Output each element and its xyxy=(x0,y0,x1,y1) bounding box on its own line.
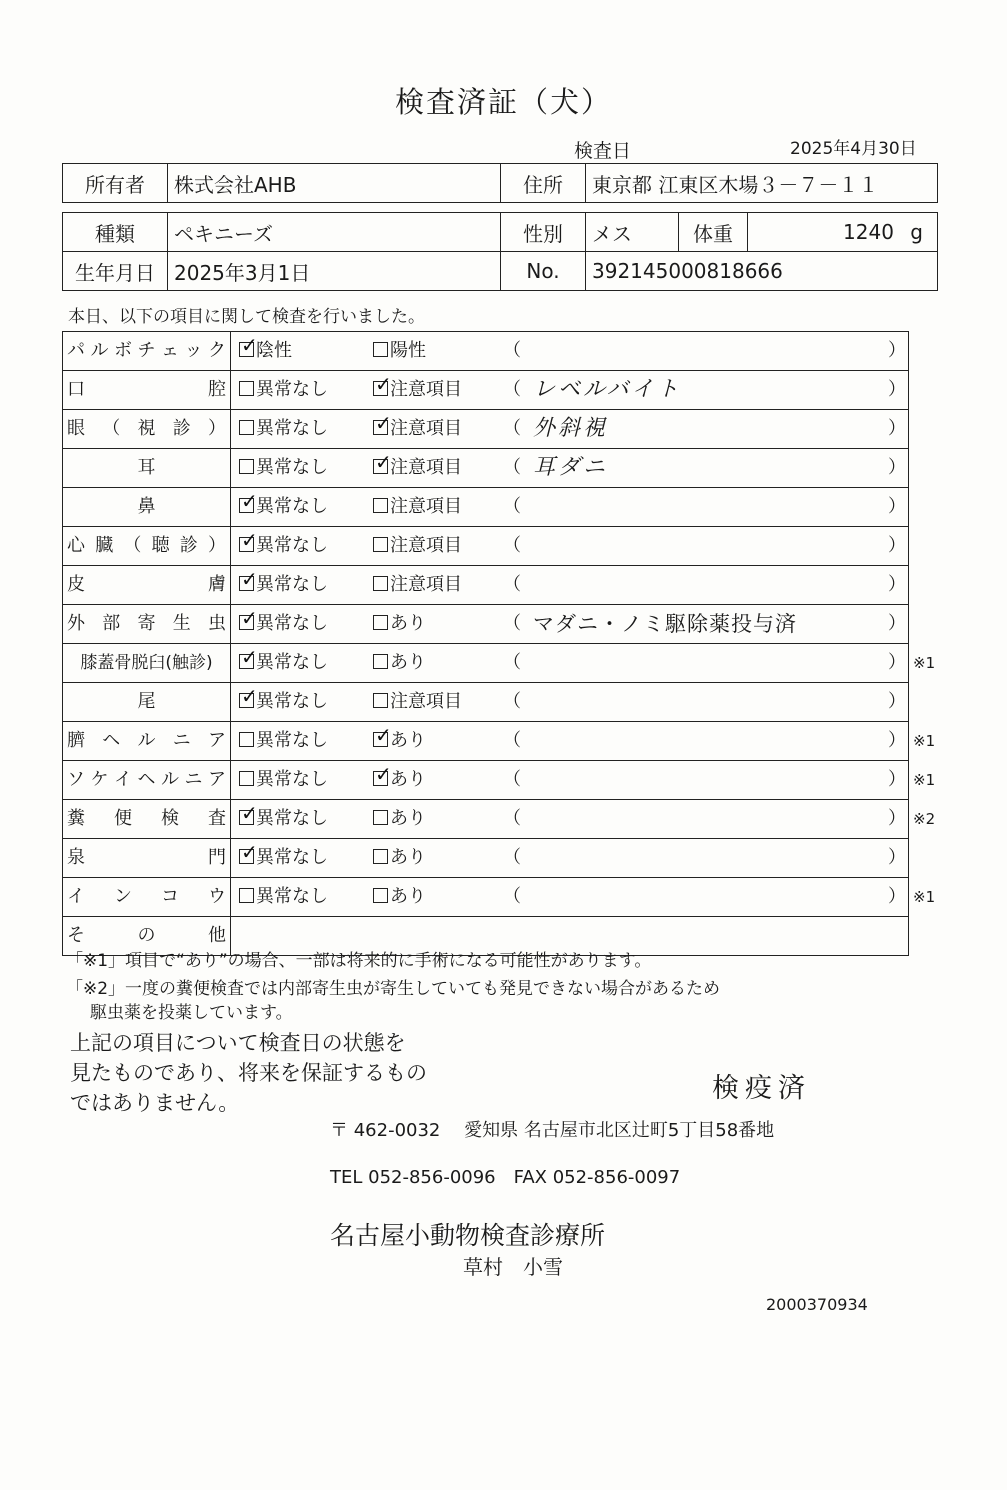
check-mark-icon: ✓ xyxy=(241,606,258,630)
option-label: 注意項目 xyxy=(390,457,462,478)
option-label: あり xyxy=(390,769,426,790)
disclaimer-line: 見たものであり、将来を保証するもの xyxy=(70,1061,427,1085)
item-name-char: 臓 xyxy=(95,535,114,556)
check-mark-icon: ✓ xyxy=(241,801,258,825)
option-label: 異常なし xyxy=(256,886,328,907)
checkbox-icon[interactable] xyxy=(239,381,254,396)
item-name-char: 口 xyxy=(67,379,85,400)
item-name-char: ア xyxy=(208,769,226,790)
footnote-ref: ※1 xyxy=(913,888,936,906)
item-name-char: ニ xyxy=(172,730,191,751)
item-name xyxy=(63,722,231,760)
item-name-char: 皮 xyxy=(67,574,85,595)
checklist-row xyxy=(63,371,908,410)
item-name xyxy=(63,371,231,409)
option-label: 異常なし xyxy=(256,691,328,712)
check-mark-icon: ✓ xyxy=(241,684,258,708)
footnote-ref: ※1 xyxy=(913,732,936,750)
dog-table xyxy=(62,212,938,291)
checkbox-icon[interactable] xyxy=(239,732,254,747)
birth-date: 2025年3月1日 xyxy=(168,252,501,291)
item-name-char: 便 xyxy=(114,808,132,829)
item-name xyxy=(63,683,231,721)
checklist-row xyxy=(63,566,908,605)
item-name-char: 臍 xyxy=(67,730,85,751)
item-name-char: ル xyxy=(161,769,179,790)
check-mark-icon: ✓ xyxy=(241,333,258,357)
check-mark-icon: ✓ xyxy=(375,450,392,474)
item-name-char: 虫 xyxy=(208,613,226,634)
paren-close: ） xyxy=(888,418,906,439)
item-name-char: ） xyxy=(208,418,226,439)
option-label: 異常なし xyxy=(256,535,328,556)
paren-close: ） xyxy=(888,574,906,595)
paren-open: （ xyxy=(503,730,521,751)
paren-close: ） xyxy=(888,808,906,829)
option-label: あり xyxy=(390,886,426,907)
paren-close: ） xyxy=(888,340,906,361)
check-mark-icon: ✓ xyxy=(375,411,392,435)
weight-unit: g xyxy=(910,220,923,244)
item-name-char: 心 xyxy=(67,535,85,556)
microchip-no: 392145000818666 xyxy=(586,252,938,291)
check-mark-icon: ✓ xyxy=(241,528,258,552)
paren-close: ） xyxy=(888,691,906,712)
option-label: 注意項目 xyxy=(390,574,462,595)
checkbox-icon[interactable] xyxy=(373,615,388,630)
option-label: 異常なし xyxy=(256,418,328,439)
option-label: 陰性 xyxy=(256,340,292,361)
checkbox-icon[interactable] xyxy=(373,654,388,669)
item-name xyxy=(63,761,231,799)
paren-open: （ xyxy=(503,886,521,907)
item-name xyxy=(63,527,231,565)
page-title: 検査済証（犬） xyxy=(394,85,612,119)
paren-close: ） xyxy=(888,496,906,517)
checklist-row xyxy=(63,800,936,839)
option-label: 注意項目 xyxy=(390,691,462,712)
option-label: 異常なし xyxy=(256,457,328,478)
owner-name: 株式会社AHB xyxy=(168,164,501,203)
weight-cell xyxy=(748,213,938,252)
option-opt2[interactable] xyxy=(373,488,462,526)
item-name-char: 聴 xyxy=(151,535,170,556)
checklist-row xyxy=(63,332,908,371)
option-opt2[interactable] xyxy=(373,644,426,682)
item-name-char: 部 xyxy=(102,613,121,634)
option-opt1[interactable] xyxy=(239,371,328,409)
check-mark-icon: ✓ xyxy=(241,645,258,669)
option-label: 異常なし xyxy=(256,379,328,400)
item-note: マダニ・ノミ駆除薬投与済 xyxy=(533,612,797,636)
paren-close: ） xyxy=(888,535,906,556)
paren-close: ） xyxy=(888,652,906,673)
item-name-char: パ xyxy=(67,340,85,361)
paren-open: （ xyxy=(503,496,521,517)
item-name xyxy=(63,644,231,682)
option-label: 注意項目 xyxy=(390,418,462,439)
item-name xyxy=(63,449,231,487)
option-opt1[interactable] xyxy=(239,878,328,916)
option-label: 注意項目 xyxy=(390,535,462,556)
item-name-char: ソ xyxy=(67,769,85,790)
paren-close: ） xyxy=(888,613,906,634)
item-name-char: 腔 xyxy=(208,379,226,400)
owner-table xyxy=(62,163,938,203)
breed: ペキニーズ xyxy=(168,213,501,252)
checklist-row xyxy=(63,839,908,878)
item-name-char: ヘ xyxy=(137,769,156,790)
option-opt1[interactable] xyxy=(239,722,328,760)
option-label: 異常なし xyxy=(256,769,328,790)
checklist-row xyxy=(63,761,936,800)
clinic-phone: TEL 052-856-0096 FAX 052-856-0097 xyxy=(330,1167,681,1188)
checkbox-icon[interactable] xyxy=(373,342,388,357)
option-opt2[interactable] xyxy=(373,761,426,799)
item-name-char: 耳 xyxy=(137,457,156,478)
check-mark-icon: ✓ xyxy=(375,762,392,786)
option-label: あり xyxy=(390,730,426,751)
item-name-char: ア xyxy=(208,730,226,751)
item-name-char: ボ xyxy=(114,340,132,361)
footnote-ref: ※1 xyxy=(913,771,936,789)
option-label: 注意項目 xyxy=(390,496,462,517)
item-name-char: 眼 xyxy=(67,418,85,439)
quarantine-stamp: 検疫済 xyxy=(712,1073,811,1104)
checklist-row xyxy=(63,644,936,683)
option-opt1[interactable] xyxy=(239,839,328,877)
option-opt1[interactable] xyxy=(239,683,328,721)
option-opt2[interactable] xyxy=(373,878,426,916)
item-name xyxy=(63,839,231,877)
option-label: 異常なし xyxy=(256,808,328,829)
checkbox-icon[interactable] xyxy=(373,576,388,591)
item-name xyxy=(63,800,231,838)
check-mark-icon: ✓ xyxy=(241,489,258,513)
weight-label: 体重 xyxy=(679,213,748,252)
item-name-char: ヘ xyxy=(102,730,121,751)
item-name-char: 膝蓋骨脱臼(触診) xyxy=(80,653,213,673)
checklist-row xyxy=(63,449,908,488)
item-name-char: 外 xyxy=(67,613,85,634)
item-name xyxy=(63,488,231,526)
checklist-row xyxy=(63,488,908,527)
item-name-char: （ xyxy=(123,535,142,556)
address-label: 住所 xyxy=(501,164,586,203)
item-name-char: 糞 xyxy=(67,808,85,829)
checklist-row xyxy=(63,878,936,917)
option-label: 異常なし xyxy=(256,496,328,517)
checkbox-icon[interactable] xyxy=(239,420,254,435)
item-name-char: ッ xyxy=(184,340,203,361)
no-label: No. xyxy=(501,252,586,291)
footnote-2-cont: 駆虫薬を投薬しています。 xyxy=(90,1003,293,1023)
check-mark-icon: ✓ xyxy=(241,840,258,864)
item-name-char: 他 xyxy=(208,925,226,946)
item-note: 耳ダニ xyxy=(533,455,609,480)
option-opt2[interactable] xyxy=(373,839,426,877)
option-label: あり xyxy=(390,847,426,868)
checklist-row xyxy=(63,605,908,644)
item-name-char: ニ xyxy=(184,769,203,790)
item-name-char: 寄 xyxy=(137,613,156,634)
checkbox-icon[interactable] xyxy=(239,771,254,786)
item-name-char: ン xyxy=(114,886,132,907)
item-name-char: そ xyxy=(67,925,85,946)
inspection-date: 2025年4月30日 xyxy=(790,139,917,159)
option-opt1[interactable] xyxy=(239,332,292,370)
option-label: あり xyxy=(390,808,426,829)
checkbox-icon[interactable] xyxy=(239,459,254,474)
paren-open: （ xyxy=(503,457,521,478)
paren-close: ） xyxy=(888,847,906,868)
inspector-name: 草村 小雪 xyxy=(463,1255,563,1279)
option-label: 陽性 xyxy=(390,340,426,361)
option-opt2[interactable] xyxy=(373,566,462,604)
checkbox-icon[interactable] xyxy=(373,537,388,552)
footnote-ref: ※2 xyxy=(913,810,936,828)
item-name-char: 診 xyxy=(172,418,191,439)
paren-open: （ xyxy=(503,613,521,634)
sex: メス xyxy=(586,213,679,252)
owner-address: 東京都 江東区木場３－７－１１ xyxy=(586,164,938,203)
option-label: あり xyxy=(390,652,426,673)
paren-open: （ xyxy=(503,418,521,439)
checkbox-icon[interactable] xyxy=(373,810,388,825)
paren-close: ） xyxy=(888,886,906,907)
item-name xyxy=(63,878,231,916)
paren-open: （ xyxy=(503,535,521,556)
breed-label: 種類 xyxy=(63,213,168,252)
owner-label: 所有者 xyxy=(63,164,168,203)
weight-value: 1240 xyxy=(843,220,894,244)
item-name-char: コ xyxy=(161,886,179,907)
item-name xyxy=(63,566,231,604)
item-name-char: 門 xyxy=(208,847,226,868)
item-note: レベルバイト xyxy=(533,377,682,402)
option-label: 異常なし xyxy=(256,652,328,673)
item-name-char: ク xyxy=(208,340,226,361)
paren-close: ） xyxy=(888,730,906,751)
item-name-char: 診 xyxy=(179,535,198,556)
item-name-char: 生 xyxy=(172,613,191,634)
item-name-char: の xyxy=(137,925,156,946)
disclaimer-line: ではありません。 xyxy=(70,1091,240,1115)
birth-label: 生年月日 xyxy=(63,252,168,291)
option-label: 異常なし xyxy=(256,730,328,751)
item-name-char: イ xyxy=(114,769,132,790)
item-name xyxy=(63,410,231,448)
check-mark-icon: ✓ xyxy=(375,372,392,396)
intro-text: 本日、以下の項目に関して検査を行いました。 xyxy=(68,307,425,327)
checklist-row xyxy=(63,683,908,722)
paren-open: （ xyxy=(503,847,521,868)
option-opt2[interactable] xyxy=(373,527,462,565)
checkbox-icon[interactable] xyxy=(373,849,388,864)
option-opt2[interactable] xyxy=(373,605,426,643)
item-name-char: ケ xyxy=(90,769,109,790)
serial-number: 2000370934 xyxy=(766,1295,868,1314)
disclaimer-line: 上記の項目について検査日の状態を xyxy=(70,1031,406,1055)
item-name-char: ） xyxy=(207,535,226,556)
paren-open: （ xyxy=(503,808,521,829)
paren-open: （ xyxy=(503,769,521,790)
paren-open: （ xyxy=(503,652,521,673)
clinic-name: 名古屋小動物検査診療所 xyxy=(330,1221,606,1250)
option-label: あり xyxy=(390,613,426,634)
paren-open: （ xyxy=(503,379,521,400)
footnote-2: 「※2」一度の糞便検査では内部寄生虫が寄生していても発見できない場合があるため xyxy=(66,979,721,999)
paren-open: （ xyxy=(503,340,521,361)
checkbox-icon[interactable] xyxy=(373,888,388,903)
inspection-date-label: 検査日 xyxy=(574,140,632,162)
checklist-row xyxy=(63,410,908,449)
paren-open: （ xyxy=(503,691,521,712)
footnote-1: 「※1」項目で“あり”の場合、一部は将来的に手術になる可能性があります。 xyxy=(66,951,652,971)
option-label: 異常なし xyxy=(256,847,328,868)
item-name xyxy=(63,605,231,643)
paren-close: ） xyxy=(888,457,906,478)
item-name-char: 膚 xyxy=(208,574,226,595)
checkbox-icon[interactable] xyxy=(373,498,388,513)
sex-label: 性別 xyxy=(501,213,586,252)
inspection-checklist xyxy=(62,331,936,956)
item-name-char: ル xyxy=(90,340,109,361)
footnote-ref: ※1 xyxy=(913,654,936,672)
item-name-char: ウ xyxy=(208,886,226,907)
item-name-char: 検 xyxy=(161,808,179,829)
paren-close: ） xyxy=(888,379,906,400)
item-note: 外斜視 xyxy=(533,416,609,441)
option-opt1[interactable] xyxy=(239,410,328,448)
paren-close: ） xyxy=(888,769,906,790)
item-name-char: 鼻 xyxy=(137,496,156,517)
item-name-char: 査 xyxy=(208,808,226,829)
item-name-char: ェ xyxy=(161,340,179,361)
checkbox-icon[interactable] xyxy=(373,693,388,708)
paren-open: （ xyxy=(503,574,521,595)
clinic-address: 〒 462-0032 愛知県 名古屋市北区辻町5丁目58番地 xyxy=(330,1120,775,1141)
option-label: 注意項目 xyxy=(390,379,462,400)
checklist-row xyxy=(63,527,908,566)
item-name-char: ル xyxy=(137,730,156,751)
check-mark-icon: ✓ xyxy=(241,567,258,591)
checklist-row xyxy=(63,722,936,761)
item-name xyxy=(63,332,231,370)
option-label: 異常なし xyxy=(256,574,328,595)
disclaimer xyxy=(70,1028,427,1118)
option-label: 異常なし xyxy=(256,613,328,634)
checkbox-icon[interactable] xyxy=(239,888,254,903)
item-name-char: イ xyxy=(67,886,85,907)
item-name-char: （ xyxy=(102,418,121,439)
item-name-char: 泉 xyxy=(67,847,85,868)
check-mark-icon: ✓ xyxy=(375,723,392,747)
option-opt2[interactable] xyxy=(373,800,426,838)
item-name-char: 尾 xyxy=(137,691,156,712)
item-name-char: チ xyxy=(137,340,156,361)
item-name-char: 視 xyxy=(137,418,156,439)
option-opt2[interactable] xyxy=(373,449,462,487)
